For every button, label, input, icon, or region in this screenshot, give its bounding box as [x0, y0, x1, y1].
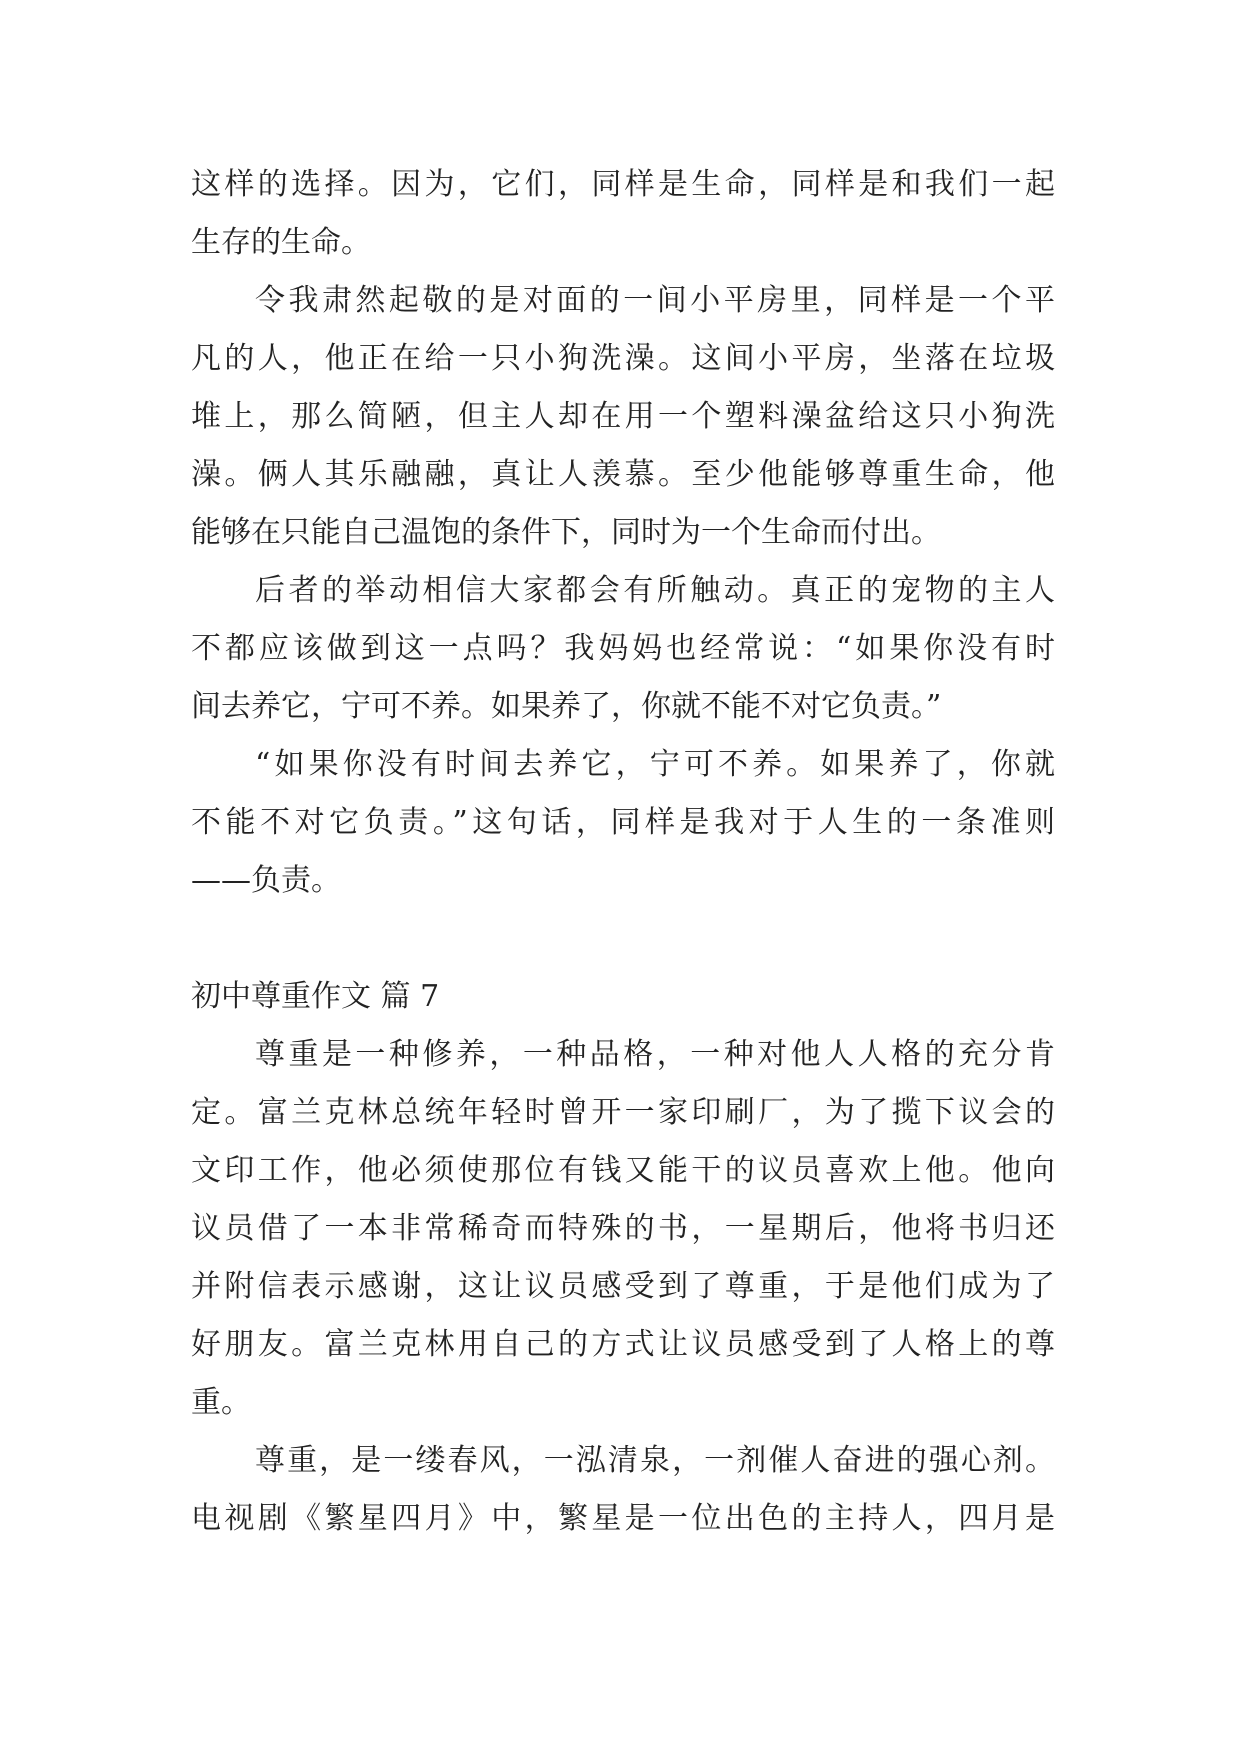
paragraph-line: 并附信表示感谢，这让议员感受到了尊重，于是他们成为了	[191, 1269, 1055, 1304]
paragraph-line: 尊重，是一缕春风，一泓清泉，一剂催人奋进的强心剂。	[255, 1443, 1055, 1478]
paragraph-line: 不都应该做到这一点吗？我妈妈也经常说：“如果你没有时	[191, 631, 1055, 666]
paragraph-line: 生存的生命。	[191, 225, 371, 260]
paragraph-line: 不能不对它负责。”这句话，同样是我对于人生的一条准则	[191, 805, 1055, 840]
paragraph-line: 尊重是一种修养，一种品格，一种对他人人格的充分肯	[255, 1037, 1055, 1072]
paragraph-line: 定。富兰克林总统年轻时曾开一家印刷厂，为了揽下议会的	[191, 1095, 1055, 1130]
paragraph-line: 文印工作，他必须使那位有钱又能干的议员喜欢上他。他向	[191, 1153, 1055, 1188]
paragraph-line: 重。	[191, 1385, 251, 1420]
section-gap	[191, 910, 1055, 968]
section-title: 初中尊重作文 篇 7	[191, 979, 440, 1014]
paragraph-line: “如果你没有时间去养它，宁可不养。如果养了，你就	[255, 747, 1055, 782]
paragraph-line: 间去养它，宁可不养。如果养了，你就不能不对它负责。”	[191, 689, 942, 724]
document-body	[191, 156, 1055, 1548]
paragraph-line: 凡的人，他正在给一只小狗洗澡。这间小平房，坐落在垃圾	[191, 341, 1055, 376]
paragraph-line: 令我肃然起敬的是对面的一间小平房里，同样是一个平	[255, 283, 1055, 318]
paragraph-line: 能够在只能自己温饱的条件下，同时为一个生命而付出。	[191, 515, 941, 550]
paragraph-line: 议员借了一本非常稀奇而特殊的书，一星期后，他将书归还	[191, 1211, 1055, 1246]
paragraph-line: 澡。俩人其乐融融，真让人羡慕。至少他能够尊重生命，他	[191, 457, 1055, 492]
paragraph-line: 堆上，那么简陋，但主人却在用一个塑料澡盆给这只小狗洗	[191, 399, 1055, 434]
paragraph-line: 这样的选择。因为，它们，同样是生命，同样是和我们一起	[191, 167, 1055, 202]
paragraph-line: 电视剧《繁星四月》中，繁星是一位出色的主持人，四月是	[191, 1501, 1055, 1536]
paragraph-line: 后者的举动相信大家都会有所触动。真正的宠物的主人	[255, 573, 1055, 608]
paragraph-line: 好朋友。富兰克林用自己的方式让议员感受到了人格上的尊	[191, 1327, 1055, 1362]
paragraph-line: ——负责。	[191, 863, 341, 898]
